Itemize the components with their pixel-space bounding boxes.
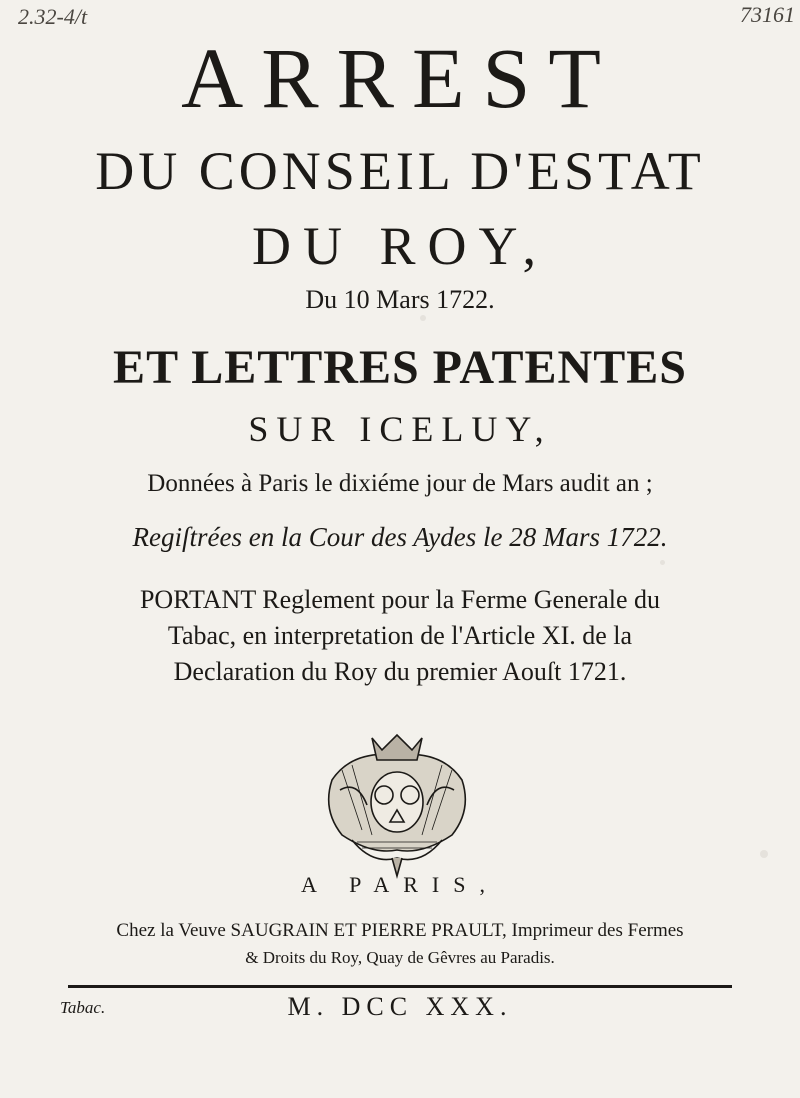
date-line: Du 10 Mars 1722.	[305, 285, 495, 314]
given-at-paris: Données à Paris le dixiéme jour de Mars audit an ;	[147, 470, 653, 497]
imprint-publisher: Chez la Veuve SAUGRAIN ET PIERRE PRAULT, Imprimeur des Fermes	[116, 920, 684, 941]
subject-line-1: PORTANT Reglement pour la Ferme Generale du	[139, 585, 661, 614]
footer-rule	[68, 985, 732, 988]
title-roy: DU ROY,	[251, 216, 549, 276]
paper-speck	[660, 560, 665, 565]
marginalia-top-right: 73161	[740, 2, 795, 27]
subject-paragraph	[0, 582, 800, 690]
paper-speck	[420, 315, 426, 321]
title-sur-iceluy: SUR ICELUY,	[248, 409, 552, 449]
title-lettres-patentes: ET LETTRES PATENTES	[113, 341, 687, 394]
royal-arms-emblem	[312, 730, 482, 880]
paper-speck	[760, 850, 768, 858]
footer-date: M. DCC XXX.	[287, 992, 513, 1021]
footer-catchword: Tabac.	[60, 998, 106, 1017]
imprint-address: & Droits du Roy, Quay de Gêvres au Paradis.	[245, 948, 555, 967]
title-arrest: ARREST	[181, 30, 619, 126]
title-conseil: DU CONSEIL D'ESTAT	[95, 141, 705, 201]
registration-line: Regiſtrées en la Cour des Aydes le 28 Mars 1722.	[132, 522, 668, 552]
subject-line-2: Tabac, en interpretation de l'Article XI. de la	[167, 621, 633, 650]
imprint-city: A PARIS,	[300, 872, 499, 897]
marginalia-top-left: 2.32-4/t	[18, 4, 88, 29]
subject-line-3: Declaration du Roy du premier Aouſt 1721.	[173, 657, 627, 686]
